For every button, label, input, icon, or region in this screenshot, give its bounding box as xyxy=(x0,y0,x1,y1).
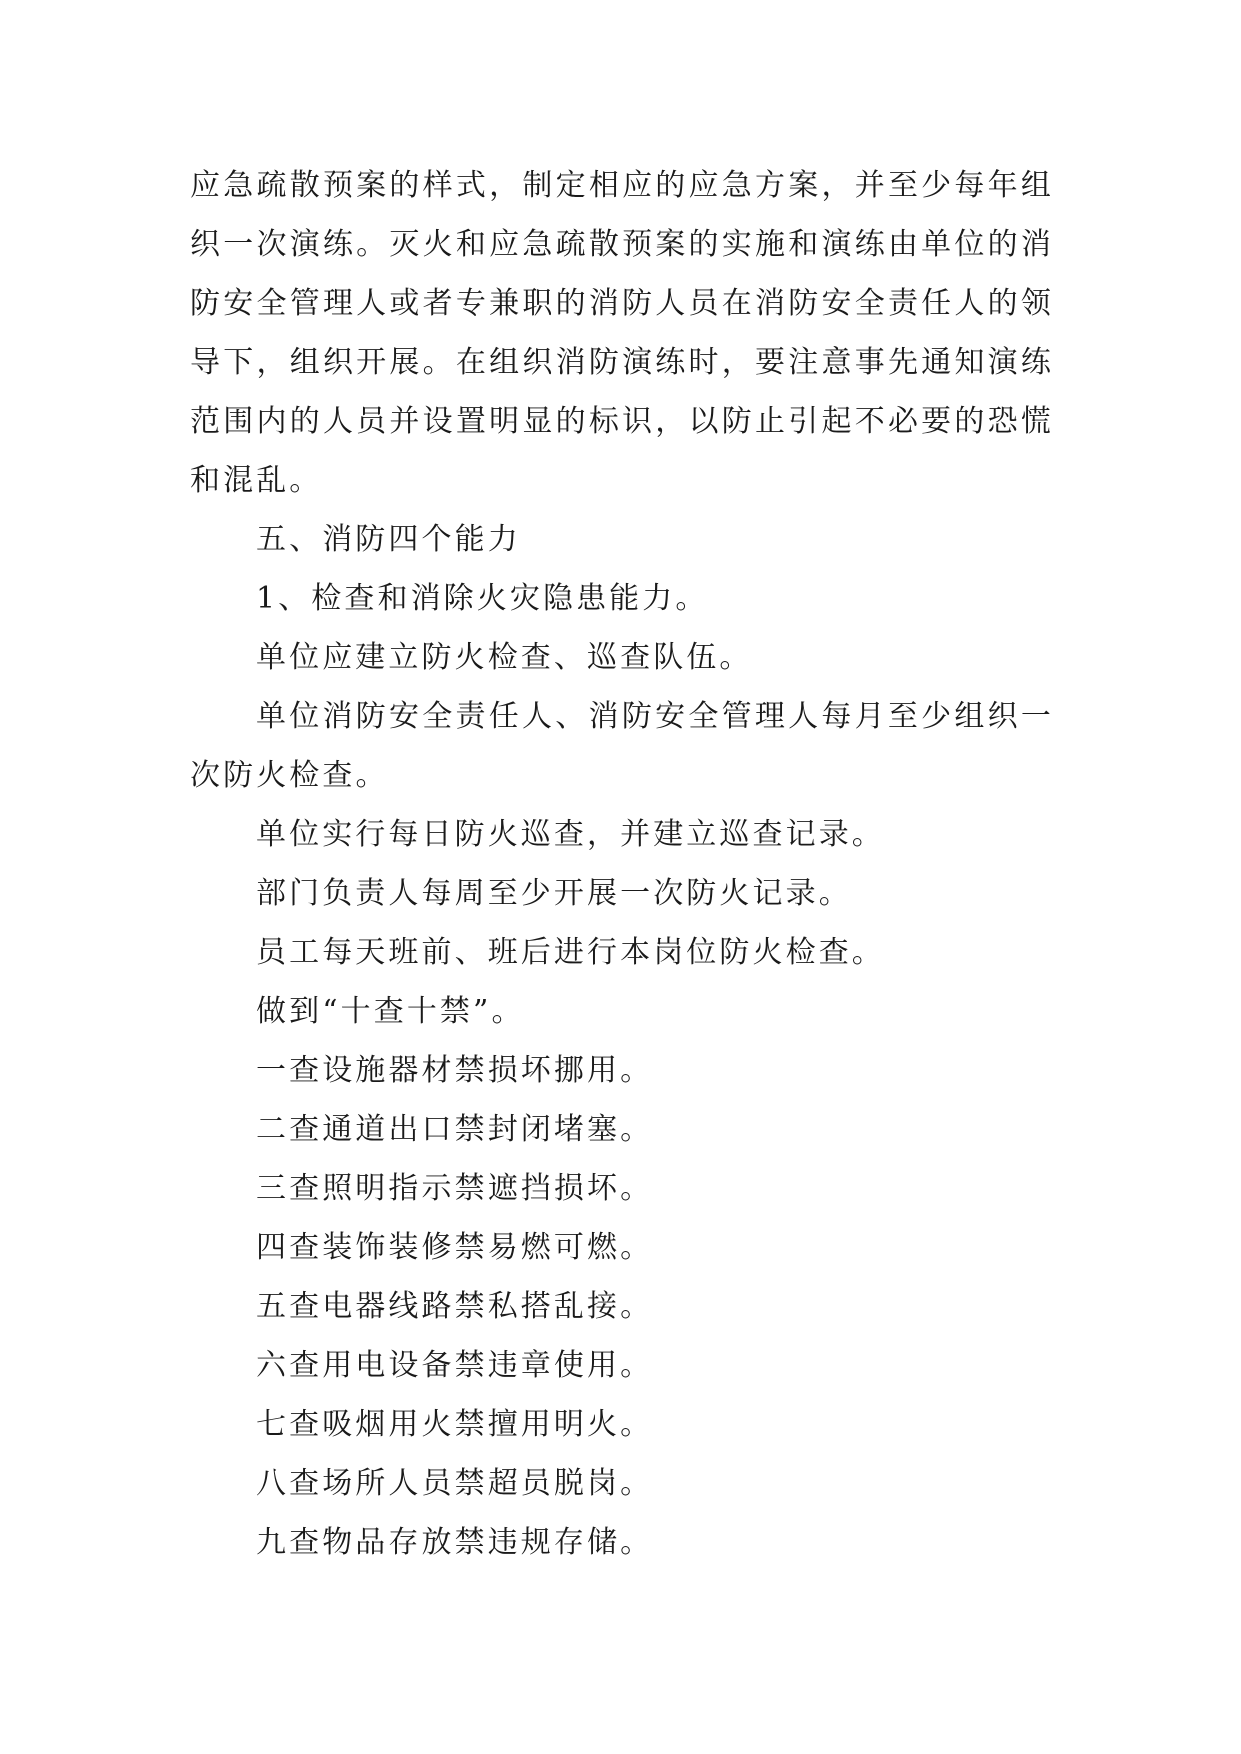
list-item-check-7: 七查吸烟用火禁擅用明火。 xyxy=(256,1407,654,1442)
list-item-check-5: 五查电器线路禁私搭乱接。 xyxy=(256,1289,654,1324)
subheading-inspection-ability: 1、检查和消除火灾隐患能力。 xyxy=(256,581,709,616)
list-item-check-8: 八查场所人员禁超员脱岗。 xyxy=(256,1466,654,1501)
list-item-check-3: 三查照明指示禁遮挡损坏。 xyxy=(256,1171,654,1206)
paragraph-daily-patrol: 单位实行每日防火巡查，并建立巡查记录。 xyxy=(256,817,885,852)
list-item-check-1: 一查设施器材禁损坏挪用。 xyxy=(256,1053,654,1088)
list-item-check-2: 二查通道出口禁封闭堵塞。 xyxy=(256,1112,654,1147)
paragraph-evacuation-plan: 应急疏散预案的样式，制定相应的应急方案，并至少每年组织一次演练。灭火和应急疏散预案的实施和演练由单位的消防安全管理人或者专兼职的消防人员在消防安全责任人的领导下，组织开展。在组织消防演练时，要注意事先通知演练范围内的人员并设置明显的标识，以防止引起不必要的恐慌和混乱。 xyxy=(190,168,1054,498)
paragraph-staff-check: 员工每天班前、班后进行本岗位防火检查。 xyxy=(256,935,885,970)
list-item-check-9: 九查物品存放禁违规存储。 xyxy=(256,1525,654,1560)
document-body xyxy=(190,156,1054,1572)
paragraph-ten-checks-intro: 做到“十查十禁”。 xyxy=(256,994,525,1029)
list-item-check-4: 四查装饰装修禁易燃可燃。 xyxy=(256,1230,654,1265)
paragraph-weekly-record: 部门负责人每周至少开展一次防火记录。 xyxy=(256,876,852,911)
list-item-check-6: 六查用电设备禁违章使用。 xyxy=(256,1348,654,1383)
section-heading-four-abilities: 五、消防四个能力 xyxy=(256,522,521,557)
paragraph-monthly-inspection: 单位消防安全责任人、消防安全管理人每月至少组织一次防火检查。 xyxy=(190,699,1054,793)
paragraph-inspection-team: 单位应建立防火检查、巡查队伍。 xyxy=(256,640,753,675)
